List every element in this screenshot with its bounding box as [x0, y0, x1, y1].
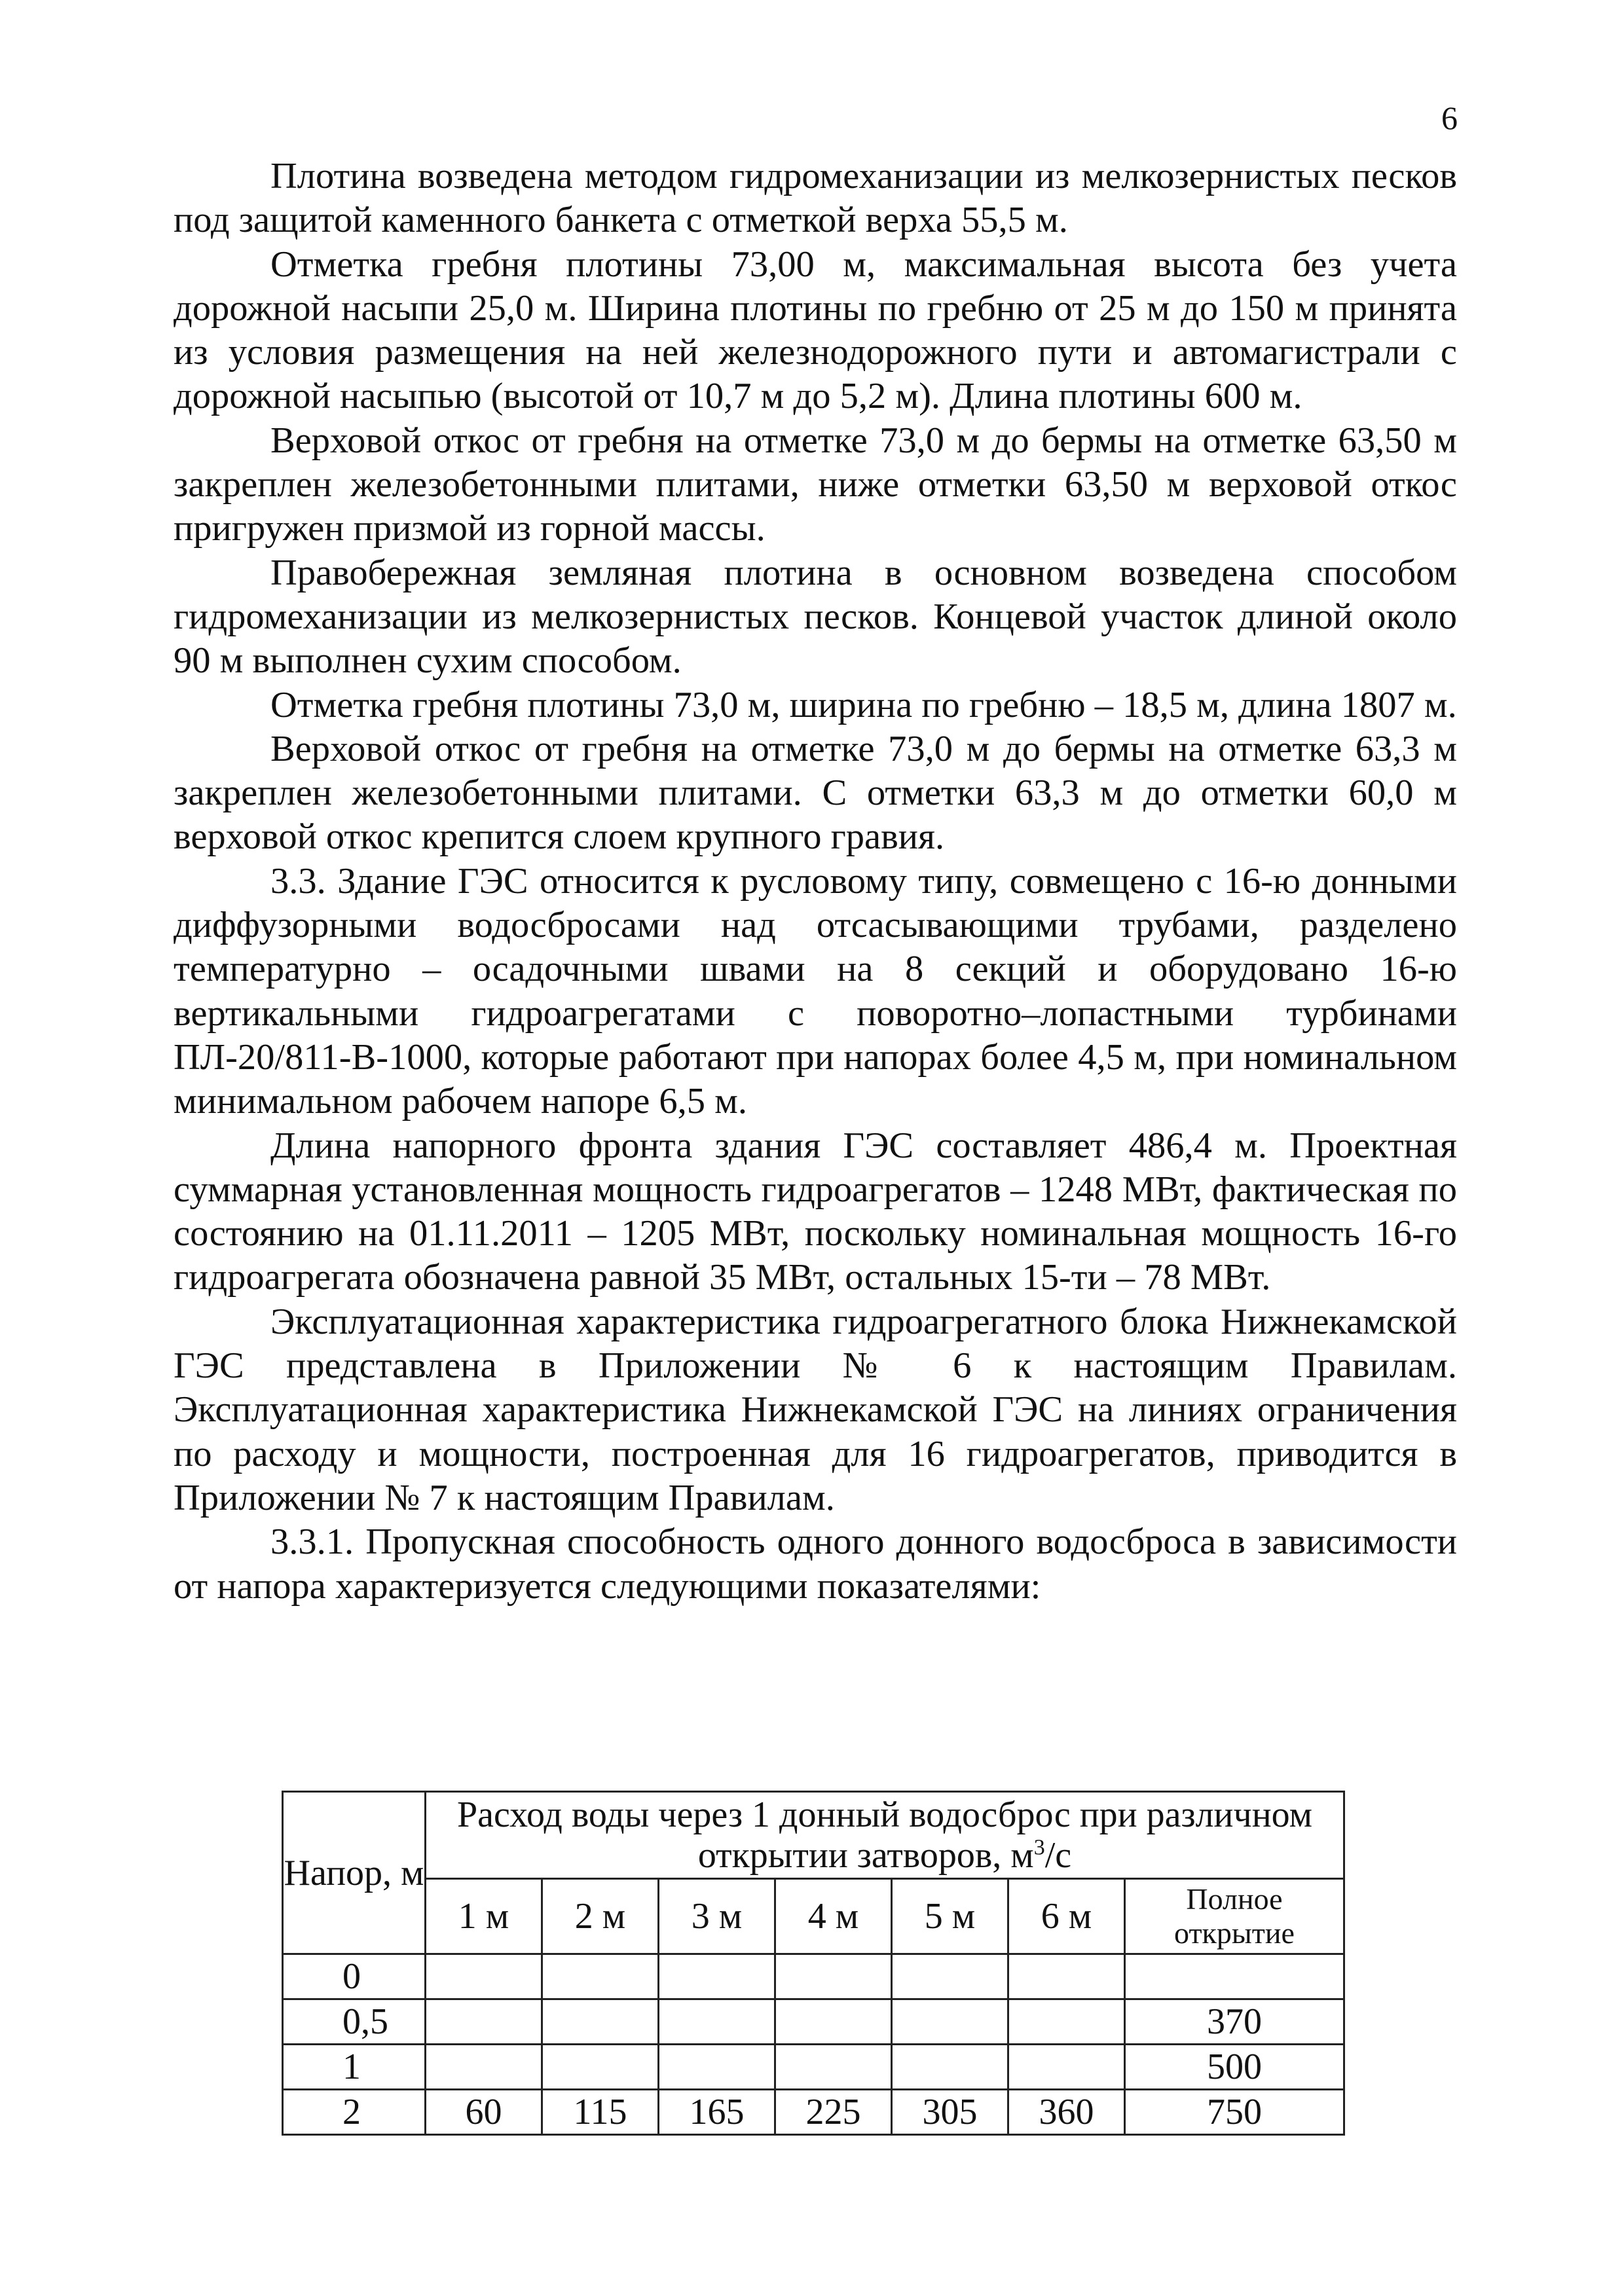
paragraph: Правобережная земляная плотина в основном возведена способом гидромеханизации из мелкозернистых песков. Концевой участок длиной около 90 м выполнен сухим способом. [174, 552, 1457, 682]
table-cell: 115 [542, 2090, 659, 2135]
table-cell: 60 [426, 2090, 542, 2135]
paragraph: Верховой откос от гребня на отметке 73,0 м до бермы на отметке 63,50 м закреплен железобетонными плитами, ниже отметки 63,50 м верховой откос пригружен призмой из горной массы. [174, 420, 1457, 549]
table-cell: 500 [1125, 2045, 1344, 2090]
table-cell [659, 1954, 775, 1999]
header-opening-4m: 4 м [775, 1879, 892, 1954]
header-flow-superscript: 3 [1033, 1835, 1045, 1860]
paragraph: Отметка гребня плотины 73,0 м, ширина по гребню – 18,5 м, длина 1807 м. [270, 684, 1457, 725]
table-cell: 305 [892, 2090, 1008, 2135]
paragraph: Верховой откос от гребня на отметке 73,0 м до бермы на отметке 63,3 м закреплен железобетонными плитами. С отметки 63,3 м до отметки 60,0 м верховой откос крепится слоем крупного гравия. [174, 728, 1457, 858]
table-cell: 165 [659, 2090, 775, 2135]
cell-napor: 2 [283, 2090, 426, 2135]
header-full-opening: Полное открытие [1125, 1879, 1344, 1954]
cell-napor: 0,5 [283, 1999, 426, 2045]
table-cell: 360 [1008, 2090, 1125, 2135]
table-cell [892, 1954, 1008, 1999]
table-cell: 370 [1125, 1999, 1344, 2045]
spillway-capacity-table [282, 1791, 1345, 2136]
table-row [283, 2090, 1344, 2135]
table-cell [426, 1954, 542, 1999]
table-cell: 225 [775, 2090, 892, 2135]
header-opening-6m: 6 м [1008, 1879, 1125, 1954]
header-flow [426, 1792, 1344, 1879]
paragraph: Эксплуатационная характеристика гидроагрегатного блока Нижнекамской ГЭС представлена в Приложении № 6 к настоящим Правилам. Эксплуатационная характеристика Нижнекамской ГЭС на линиях ограничения по расходу и мощности, построенная для 16 гидроагрегатов, приводится в Приложении № 7 к настоящим Правилам. [174, 1301, 1457, 1518]
paragraph: Плотина возведена методом гидромеханизации из мелкозернистых песков под защитой каменного банкета с отметкой верха 55,5 м. [174, 156, 1457, 241]
page-number: 6 [1441, 100, 1458, 136]
header-opening-1m: 1 м [426, 1879, 542, 1954]
header-opening-5m: 5 м [892, 1879, 1008, 1954]
table-cell [659, 1999, 775, 2045]
cell-napor: 0 [283, 1954, 426, 1999]
body-text [174, 155, 1457, 1609]
paragraph: Отметка гребня плотины 73,00 м, максимальная высота без учета дорожной насыпи 25,0 м. Ширина плотины по гребню от 25 м до 150 м принята из условия размещения на ней железнодорожного пути и автомагистрали с дорожной насыпью (высотой от 10,7 м до 5,2 м). Длина плотины 600 м. [174, 244, 1457, 417]
table-cell [542, 2045, 659, 2090]
table-cell [426, 2045, 542, 2090]
table-cell [1125, 1954, 1344, 1999]
paragraph: Длина напорного фронта здания ГЭС составляет 486,4 м. Проектная суммарная установленная мощность гидроагрегатов – 1248 МВт, фактическая по состоянию на 01.11.2011 – 1205 МВт, поскольку номинальная мощность 16-го гидроагрегата обозначена равной 35 МВт, остальных 15-ти – 78 МВт. [174, 1125, 1457, 1298]
paragraph: 3.3.1. Пропускная способность одного донного водосброса в зависимости от напора характеризуется следующими показателями: [174, 1522, 1457, 1607]
table-cell [892, 2045, 1008, 2090]
header-napor: Напор, м [283, 1792, 426, 1954]
table-cell [892, 1999, 1008, 2045]
table-row [283, 1999, 1344, 2045]
paragraph: 3.3. Здание ГЭС относится к русловому типу, совмещено с 16-ю донными диффузорными водосбросами над отсасывающими трубами, разделено температурно – осадочными швами на 8 секций и оборудовано 16-ю вертикальными гидроагрегатами с поворотно–лопастными турбинами ПЛ-20/811-В-1000, которые работают при напорах более 4,5 м, при номинальном минимальном рабочем напоре 6,5 м. [174, 860, 1457, 1122]
table-cell: 750 [1125, 2090, 1344, 2135]
table-cell [775, 1999, 892, 2045]
table-cell [1008, 2045, 1125, 2090]
header-flow-text: Расход воды через 1 донный водосброс при различном открытии затворов, м [456, 1795, 1313, 1876]
table-cell [1008, 1999, 1125, 2045]
table-cell [775, 2045, 892, 2090]
table-cell [775, 1954, 892, 1999]
table-row [283, 1954, 1344, 1999]
header-opening-3m: 3 м [659, 1879, 775, 1954]
table-cell [659, 2045, 775, 2090]
table-cell [542, 1954, 659, 1999]
header-opening-2m: 2 м [542, 1879, 659, 1954]
table-cell [426, 1999, 542, 2045]
table-row [283, 2045, 1344, 2090]
cell-napor: 1 [283, 2045, 426, 2090]
table-cell [542, 1999, 659, 2045]
table-cell [1008, 1954, 1125, 1999]
header-flow-unit-tail: /с [1044, 1835, 1072, 1876]
